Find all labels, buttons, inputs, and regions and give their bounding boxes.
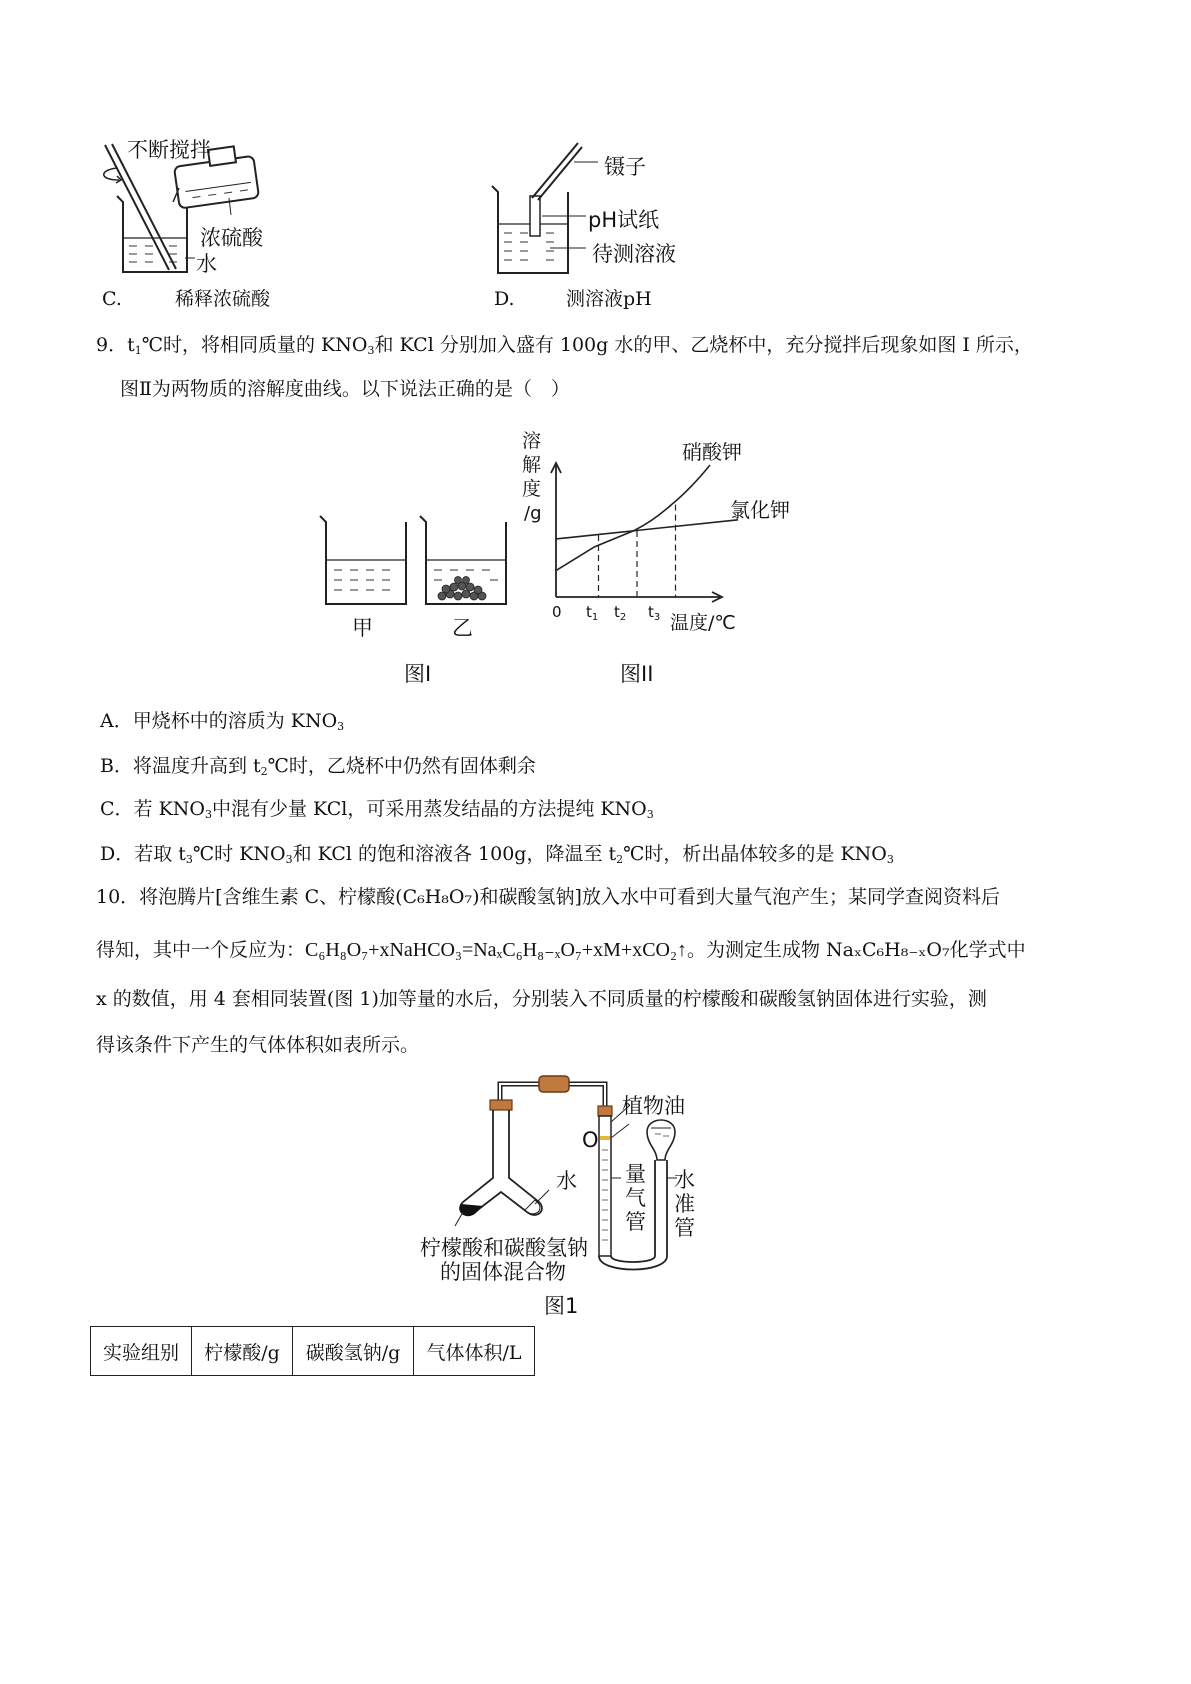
label-mixture-1: 柠檬酸和碳酸氢钠 bbox=[420, 1236, 588, 1260]
q10-line4: 得该条件下产生的气体体积如表所示。 bbox=[96, 1034, 420, 1056]
y-axis-label-2: 解 bbox=[522, 454, 542, 476]
label-gas-tube-3: 管 bbox=[625, 1210, 646, 1234]
figure-ii-caption: 图II bbox=[620, 662, 654, 686]
y-axis-label-3: 度 bbox=[522, 478, 542, 500]
origin-label: 0 bbox=[552, 603, 562, 621]
label-gas-tube-2: 气 bbox=[625, 1186, 646, 1210]
figure-1-caption: 图1 bbox=[544, 1294, 579, 1318]
series-label-kcl: 氯化钾 bbox=[730, 498, 790, 522]
option-d-caption: 测溶液pH bbox=[566, 288, 652, 310]
label-yi: 乙 bbox=[452, 616, 473, 640]
table-header-cell: 柠檬酸/g bbox=[192, 1327, 293, 1376]
label-water: 水 bbox=[196, 252, 217, 276]
tick-t1: $t_1$ bbox=[586, 603, 599, 623]
label-gas-tube-1: 量 bbox=[625, 1162, 646, 1186]
q9-line1: 9．$t_1℃$时，将相同质量的 $KNO_3$和 KCl 分别加入盛有 100g 水的甲、乙烧杯中，充分搅拌后现象如图 I 所示， bbox=[96, 334, 1033, 357]
table-header-cell: 实验组别 bbox=[91, 1327, 192, 1376]
figure-i-caption: 图I bbox=[404, 662, 432, 686]
q9-line2: 图Ⅱ为两物质的溶解度曲线。以下说法正确的是（ ） bbox=[120, 378, 570, 400]
series-kno3-curve bbox=[556, 465, 710, 571]
label-level-tube-3: 管 bbox=[674, 1216, 695, 1240]
figure-i-beakers bbox=[312, 510, 512, 610]
q10-line2: 得知，其中一个反应为：C₆H₈O₇+xNaHCO₃=NaₓC₆H₈₋ₓO₇+xM+xCO₂↑。为测定生成物 NaₓC₆H₈₋ₓO₇化学式中 bbox=[96, 939, 1026, 961]
beaker-jia bbox=[320, 516, 406, 604]
solubility-chart bbox=[520, 425, 820, 640]
label-jia: 甲 bbox=[352, 616, 373, 640]
label-conc-acid: 浓硫酸 bbox=[200, 226, 263, 250]
series-label-kno3: 硝酸钾 bbox=[682, 440, 742, 464]
q9-option-a: A．甲烧杯中的溶质为 $KNO_3$ bbox=[100, 710, 345, 733]
reaction-equation: C₆H₈O₇+xNaHCO₃=NaₓC₆H₈₋ₓO₇+xM+xCO₂↑ bbox=[305, 939, 687, 961]
label-level-tube-2: 准 bbox=[674, 1192, 695, 1216]
q9-option-c: C．若 $KNO_3$中混有少量 KCl，可采用蒸发结晶的方法提纯 $KNO_3$ bbox=[100, 798, 654, 821]
y-axis-label-1: 溶 bbox=[522, 430, 542, 452]
beaker-yi bbox=[420, 516, 506, 604]
q9-option-b: B．将温度升高到 $t_2℃$时，乙烧杯中仍然有固体剩余 bbox=[100, 755, 536, 778]
option-d-letter: D. bbox=[494, 288, 515, 310]
option-c-letter: C. bbox=[102, 288, 122, 310]
label-level-tube-1: 水 bbox=[674, 1168, 695, 1192]
q10-line3: x 的数值，用 4 套相同装置(图 1)加等量的水后，分别装入不同质量的柠檬酸和碳酸氢钠固体进行实验，测 bbox=[96, 988, 987, 1010]
label-mixture-2: 的固体混合物 bbox=[440, 1260, 566, 1284]
label-vegetable-oil: 植物油 bbox=[622, 1094, 685, 1118]
option-c-caption: 稀释浓硫酸 bbox=[175, 288, 271, 310]
q10-line1: 10．将泡腾片[含维生素 C、柠檬酸(C₆H₈O₇)和碳酸氢钠]放入水中可看到大量气泡产生；某同学查阅资料后 bbox=[96, 886, 1000, 908]
label-stir: 不断搅拌 bbox=[127, 138, 211, 162]
table-header-cell: 气体体积/L bbox=[414, 1327, 535, 1376]
y-axis-label-4: /g bbox=[524, 503, 542, 524]
label-water-fig1: 水 bbox=[556, 1169, 577, 1193]
label-test-solution: 待测溶液 bbox=[592, 242, 676, 266]
experiment-table bbox=[90, 1326, 535, 1376]
label-tweezers: 镊子 bbox=[604, 155, 646, 179]
table-header-row bbox=[91, 1327, 535, 1376]
table-header-cell: 碳酸氢钠/g bbox=[293, 1327, 414, 1376]
label-o-mark: O bbox=[582, 1128, 599, 1152]
label-ph-paper: pH试纸 bbox=[588, 208, 660, 232]
q9-option-d: D．若取 $t_3℃$时 $KNO_3$和 KCl 的饱和溶液各 100g，降温至 $t_2℃$时，析出晶体较多的是 $KNO_3$ bbox=[100, 843, 894, 866]
x-axis-label: 温度/℃ bbox=[670, 612, 736, 634]
tick-t2: $t_2$ bbox=[614, 603, 627, 623]
tick-t3: $t_3$ bbox=[648, 603, 661, 623]
